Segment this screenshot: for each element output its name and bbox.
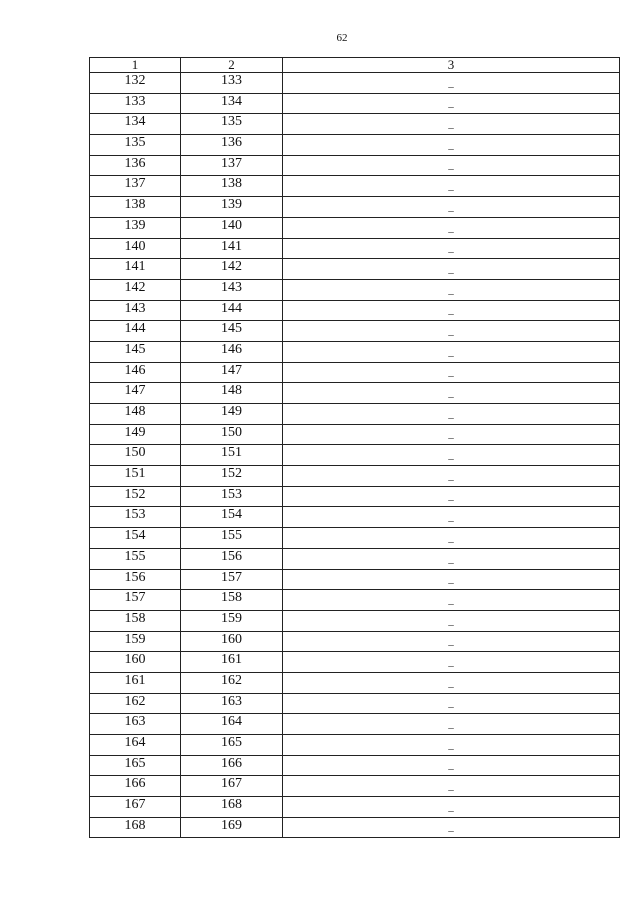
table-cell-col-1: 150 [90,445,181,466]
table-cell-col-1: 134 [90,114,181,135]
table-cell-col-2: 147 [181,362,283,383]
table-row [90,610,620,631]
table-cell-col-2: 159 [181,610,283,631]
table-cell-col-3: – [283,714,620,735]
table-cell-col-1: 160 [90,652,181,673]
table-cell-col-1: 167 [90,797,181,818]
table-cell-col-1: 136 [90,155,181,176]
table-cell-col-3: – [283,569,620,590]
table-cell-col-3: – [283,217,620,238]
table-row [90,528,620,549]
table-cell-col-1: 154 [90,528,181,549]
column-header-2: 2 [181,58,283,73]
table-cell-col-2: 161 [181,652,283,673]
table-cell-col-1: 139 [90,217,181,238]
table-cell-col-2: 160 [181,631,283,652]
table-cell-col-2: 157 [181,569,283,590]
table-cell-col-3: – [283,817,620,838]
table-cell-col-2: 149 [181,404,283,425]
table-cell-col-1: 137 [90,176,181,197]
table-cell-col-1: 163 [90,714,181,735]
table-cell-col-1: 138 [90,197,181,218]
table-cell-col-2: 152 [181,466,283,487]
table-cell-col-1: 155 [90,548,181,569]
table-row [90,548,620,569]
table-row [90,155,620,176]
table-cell-col-2: 135 [181,114,283,135]
table-cell-col-2: 153 [181,486,283,507]
table-row [90,135,620,156]
table-header-row [90,58,620,73]
table-row [90,797,620,818]
table-cell-col-3: – [283,176,620,197]
table-cell-col-3: – [283,238,620,259]
table-cell-col-1: 132 [90,73,181,94]
table-cell-col-1: 143 [90,300,181,321]
table-row [90,424,620,445]
table-cell-col-1: 151 [90,466,181,487]
table-cell-col-2: 137 [181,155,283,176]
table-row [90,321,620,342]
table-row [90,362,620,383]
table-cell-col-3: – [283,486,620,507]
table-cell-col-2: 141 [181,238,283,259]
table-cell-col-2: 167 [181,776,283,797]
table-cell-col-3: – [283,466,620,487]
table-cell-col-2: 162 [181,672,283,693]
table-cell-col-3: – [283,259,620,280]
table-cell-col-3: – [283,135,620,156]
table-row [90,693,620,714]
table-row [90,404,620,425]
table-cell-col-3: – [283,507,620,528]
table-cell-col-2: 158 [181,590,283,611]
table-cell-col-2: 134 [181,93,283,114]
table-row [90,590,620,611]
table-cell-col-2: 143 [181,279,283,300]
table-cell-col-3: – [283,797,620,818]
table-cell-col-1: 146 [90,362,181,383]
table-cell-col-3: – [283,652,620,673]
table-cell-col-2: 156 [181,548,283,569]
table-cell-col-3: – [283,300,620,321]
table-row [90,817,620,838]
table-cell-col-2: 139 [181,197,283,218]
table-cell-col-1: 147 [90,383,181,404]
table-cell-col-1: 149 [90,424,181,445]
column-header-1: 1 [90,58,181,73]
table-cell-col-2: 151 [181,445,283,466]
table-cell-col-1: 165 [90,755,181,776]
table-row [90,197,620,218]
table-row [90,631,620,652]
column-header-3: 3 [283,58,620,73]
table-cell-col-2: 155 [181,528,283,549]
table-row [90,93,620,114]
table-cell-col-2: 148 [181,383,283,404]
table-cell-col-3: – [283,362,620,383]
table-cell-col-2: 144 [181,300,283,321]
table-cell-col-1: 133 [90,93,181,114]
table-cell-col-2: 163 [181,693,283,714]
table-row [90,652,620,673]
table-cell-col-1: 161 [90,672,181,693]
table-row [90,569,620,590]
table-cell-col-3: – [283,197,620,218]
table-row [90,300,620,321]
table-cell-col-1: 168 [90,817,181,838]
table-cell-col-2: 150 [181,424,283,445]
table-cell-col-1: 148 [90,404,181,425]
table-row [90,755,620,776]
table-cell-col-3: – [283,341,620,362]
table-row [90,217,620,238]
table-cell-col-3: – [283,528,620,549]
table-cell-col-3: – [283,590,620,611]
table-row [90,176,620,197]
table-cell-col-2: 138 [181,176,283,197]
table-cell-col-1: 164 [90,735,181,756]
table-cell-col-2: 154 [181,507,283,528]
table-row [90,486,620,507]
table-cell-col-2: 133 [181,73,283,94]
table-row [90,672,620,693]
table-cell-col-1: 162 [90,693,181,714]
table-cell-col-3: – [283,424,620,445]
table-cell-col-3: – [283,735,620,756]
table-cell-col-1: 144 [90,321,181,342]
table-cell-col-2: 140 [181,217,283,238]
table-cell-col-2: 169 [181,817,283,838]
table-cell-col-1: 135 [90,135,181,156]
table-cell-col-2: 146 [181,341,283,362]
table-cell-col-3: – [283,73,620,94]
table-cell-col-3: – [283,631,620,652]
table-cell-col-1: 145 [90,341,181,362]
table-cell-col-3: – [283,755,620,776]
table-row [90,73,620,94]
table-cell-col-2: 136 [181,135,283,156]
table-row [90,279,620,300]
table-cell-col-3: – [283,445,620,466]
table-cell-col-3: – [283,114,620,135]
table-row [90,341,620,362]
table-cell-col-3: – [283,279,620,300]
table-cell-col-3: – [283,155,620,176]
table-cell-col-3: – [283,383,620,404]
table-cell-col-3: – [283,93,620,114]
table-cell-col-1: 141 [90,259,181,280]
table-cell-col-2: 168 [181,797,283,818]
table-cell-col-1: 157 [90,590,181,611]
table-cell-col-3: – [283,672,620,693]
table-cell-col-2: 165 [181,735,283,756]
table-cell-col-1: 140 [90,238,181,259]
table-cell-col-1: 166 [90,776,181,797]
table-cell-col-3: – [283,404,620,425]
table-row [90,259,620,280]
table-cell-col-3: – [283,321,620,342]
table-cell-col-1: 152 [90,486,181,507]
table-row [90,114,620,135]
table-cell-col-2: 166 [181,755,283,776]
table-cell-col-1: 153 [90,507,181,528]
table-cell-col-3: – [283,610,620,631]
table-row [90,507,620,528]
table-cell-col-2: 164 [181,714,283,735]
table-cell-col-2: 145 [181,321,283,342]
table-cell-col-1: 156 [90,569,181,590]
table-cell-col-1: 142 [90,279,181,300]
table-row [90,735,620,756]
table-cell-col-1: 158 [90,610,181,631]
table-row [90,466,620,487]
table-row [90,383,620,404]
table-cell-col-3: – [283,693,620,714]
table-row [90,445,620,466]
table-cell-col-1: 159 [90,631,181,652]
table-row [90,714,620,735]
table-body [90,73,620,838]
table-row [90,776,620,797]
table-cell-col-2: 142 [181,259,283,280]
table-row [90,238,620,259]
page-number: 62 [336,32,348,44]
table-cell-col-3: – [283,548,620,569]
table-cell-col-3: – [283,776,620,797]
data-table [89,57,620,838]
